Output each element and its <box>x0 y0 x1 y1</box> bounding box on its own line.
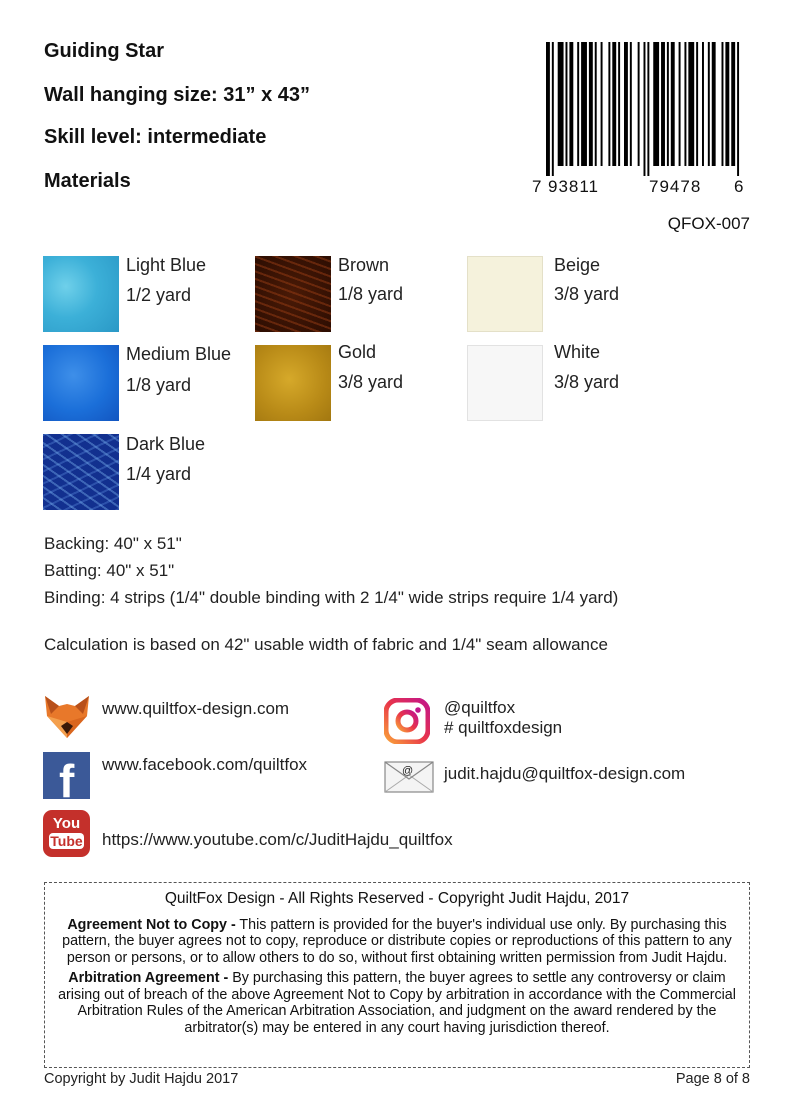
website-link[interactable]: www.quiltfox-design.com <box>102 699 290 718</box>
barcode-digit-first: 7 <box>532 177 542 196</box>
material-name: Gold <box>338 342 377 362</box>
agreement-text: This pattern is provided for the buyer's individual use only. By purchasing this pattern, the buyer agrees not to copy, reproduce or distribute copies or reproductions of this pattern to any person or persons, or to allow others to do so, without first obtaining written permission from Judit Hajdu. <box>62 916 732 966</box>
agreement-label: Agreement Not to Copy - <box>67 916 236 933</box>
material-qty: 1/4 yard <box>126 464 192 484</box>
calculation-note: Calculation is based on 42" usable width of fabric and 1/4" seam allowance <box>44 635 608 654</box>
material-name: Medium Blue <box>126 344 232 364</box>
instagram-handle[interactable]: @quiltfox <box>444 698 516 717</box>
product-code: QFOX-007 <box>667 214 750 233</box>
swatch-brown <box>255 256 331 332</box>
arbitration-text: By purchasing this pattern, the buyer agrees to settle any controversy or claim arising out of breach of the above Agreement Not to Copy by arbitration in accordance with the Commercial Arbitration Rules of the American Arbitration Association, and judgment on the award rendered by the arbitrator(s) may be entered in any court having jurisdiction thereof. <box>58 970 736 1036</box>
fox-logo-icon <box>43 692 91 740</box>
arbitration-paragraph <box>51 970 743 1036</box>
binding-info: Binding: 4 strips (1/4" double binding with 2 1/4" wide strips require 1/4 yard) <box>44 588 619 607</box>
material-qty: 3/8 yard <box>338 372 404 392</box>
material-name: Brown <box>338 255 390 275</box>
batting-info: Batting: 40" x 51" <box>44 561 175 580</box>
legal-notice-box <box>44 882 750 1068</box>
swatch-beige <box>467 256 543 332</box>
youtube-link[interactable]: https://www.youtube.com/c/JuditHajdu_quiltfox <box>102 830 453 849</box>
footer-copyright: Copyright by Judit Hajdu 2017 <box>44 1071 239 1087</box>
swatch-dark-blue <box>43 434 119 510</box>
swatch-light-blue <box>43 256 119 332</box>
wall-hanging-size: Wall hanging size: 31” x 43” <box>44 84 310 106</box>
barcode-group-2: 79478 <box>649 177 702 196</box>
barcode-digit-last: 6 <box>734 177 744 196</box>
material-qty: 3/8 yard <box>554 372 620 392</box>
backing-info: Backing: 40" x 51" <box>44 534 182 553</box>
legal-title: QuiltFox Design - All Rights Reserved - Copyright Judit Hajdu, 2017 <box>164 890 630 907</box>
instagram-icon <box>384 698 430 744</box>
swatch-medium-blue <box>43 345 119 421</box>
facebook-link[interactable]: www.facebook.com/quiltfox <box>102 755 308 774</box>
materials-heading: Materials <box>44 170 131 192</box>
material-name: White <box>554 342 601 362</box>
youtube-icon: You Tube <box>43 810 90 857</box>
material-name: Beige <box>554 255 601 275</box>
footer-page-number: Page 8 of 8 <box>675 1071 750 1087</box>
barcode-group-1: 93811 <box>548 177 600 196</box>
swatch-white <box>467 345 543 421</box>
facebook-icon: f <box>43 752 90 799</box>
material-qty: 1/8 yard <box>126 375 192 395</box>
swatch-gold <box>255 345 331 421</box>
material-qty: 1/2 yard <box>126 285 192 305</box>
agreement-paragraph <box>51 917 743 967</box>
material-qty: 3/8 yard <box>554 284 620 304</box>
instagram-hashtag[interactable]: # quiltfoxdesign <box>444 718 563 737</box>
material-qty: 1/8 yard <box>338 284 404 304</box>
material-name: Dark Blue <box>126 434 206 454</box>
email-link[interactable]: judit.hajdu@quiltfox-design.com <box>444 764 686 783</box>
barcode <box>546 42 742 176</box>
arbitration-label: Arbitration Agreement - <box>68 970 229 986</box>
material-name: Light Blue <box>126 255 207 275</box>
skill-level: Skill level: intermediate <box>44 126 267 148</box>
pattern-title: Guiding Star <box>44 40 164 62</box>
email-at-symbol: @ <box>402 765 414 777</box>
